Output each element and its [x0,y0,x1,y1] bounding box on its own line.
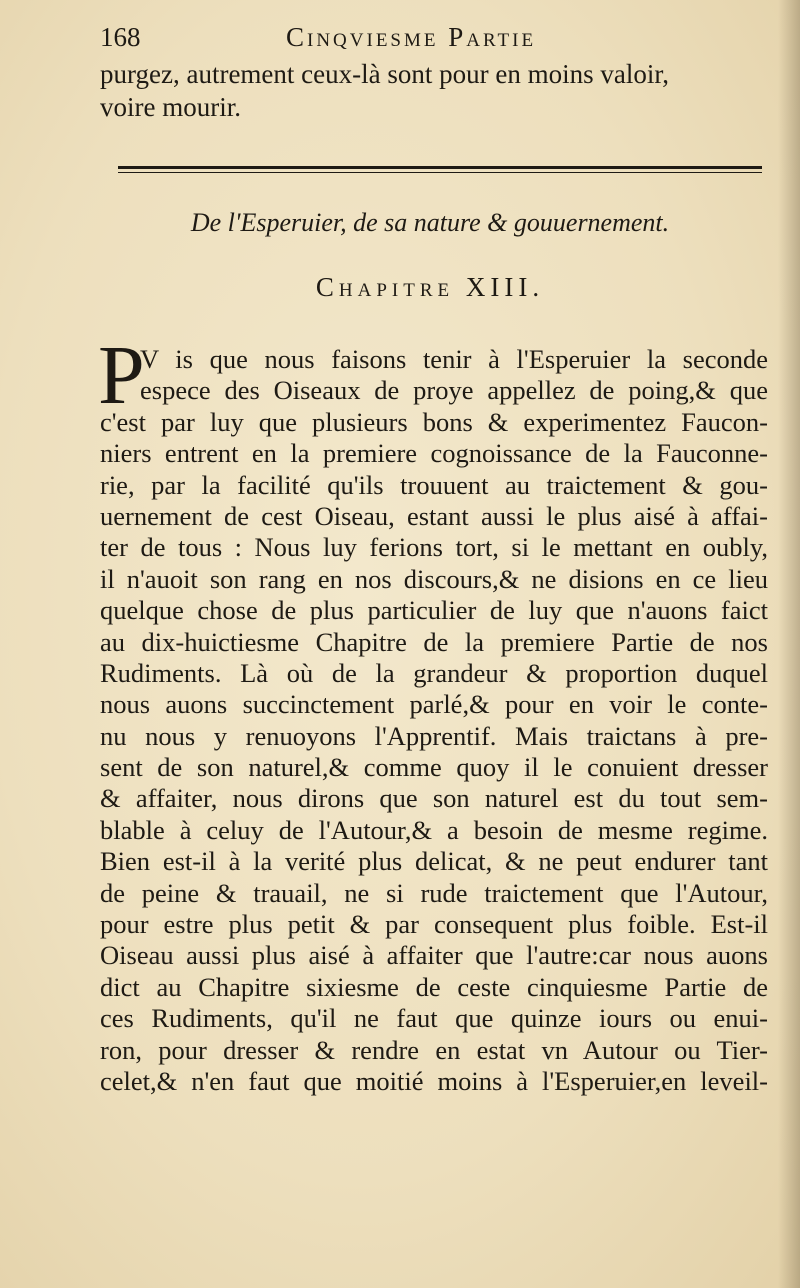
text-line: dict au Chapitre sixiesme de ceste cinquiesme Partie de [100,971,768,1002]
text-line: celet,& n'en faut que moitié moins à l'Esperuier,en leveil- [100,1065,768,1096]
text-line: voire mourir. [100,92,241,122]
page-number: 168 [100,22,141,52]
text-line: uernement de cest Oiseau, estant aussi le plus aisé à affai- [100,500,768,531]
text-line: blable à celuy de l'Autour,& a besoin de mesme regime. [100,814,768,845]
body-paragraph [100,344,768,1097]
text-line: sent de son naturel,& comme quoy il le conuient dresser [100,752,768,783]
text-line: nu nous y renuoyons l'Apprentif. Mais traictans à pre- [100,720,768,751]
text-line: quelque chose de plus particulier de luy que n'auons faict [100,595,768,626]
text-line: ces Rudiments, qu'il ne faut que quinze iours ou enui- [100,1003,768,1034]
running-head: Cinqviesme Partie [286,22,537,52]
text-line: purgez, autrement ceux-là sont pour en moins valoir, [100,59,670,89]
text-line: & affaiter, nous dirons que son naturel est du tout sem- [100,783,768,814]
text-line: il n'auoit son rang en nos discours,& ne disions en ce lieu [100,563,768,594]
text-line: Bien est-il à la verité plus delicat, & ne peut endurer tant [100,846,768,877]
page-edge-shadow [778,0,800,1288]
text-line: rie, par la facilité qu'ils trouuent au traictement & gou- [100,469,768,500]
text-line: nous auons succinctement parlé,& pour en voir le conte- [100,689,768,720]
text-line: c'est par luy que plusieurs bons & experimentez Faucon- [100,406,768,437]
text-line: V is que nous faisons tenir à l'Esperuier la seconde [140,344,768,374]
text-line: ron, pour dresser & rendre en estat vn Autour ou Tier- [100,1034,768,1065]
chapter-subtitle: De l'Esperuier, de sa nature & gouuernement. [190,208,670,237]
drop-cap: P [98,329,145,422]
text-line: niers entrent en la premiere cognoissance de la Fauconne- [100,438,768,469]
carry-over-text [100,58,760,124]
text-line: au dix-huictiesme Chapitre de la premiere Partie de nos [100,626,768,657]
chapter-title: Chapitre XIII. [315,272,545,302]
section-rule-thin [118,172,762,173]
text-line: pour estre plus petit & par consequent plus foible. Est-il [100,909,768,940]
text-line: Rudiments. Là où de la grandeur & proportion duquel [100,657,768,688]
section-rule [118,166,762,169]
text-line: espece des Oiseaux de proye appellez de poing,& que [140,375,768,406]
text-line: Oiseau aussi plus aisé à affaiter que l'autre:car nous auons [100,940,768,971]
text-line: ter de tous : Nous luy ferions tort, si le mettant en oubly, [100,532,768,563]
page-header [100,22,660,58]
text-line: de peine & trauail, ne si rude traictement que l'Autour, [100,877,768,908]
